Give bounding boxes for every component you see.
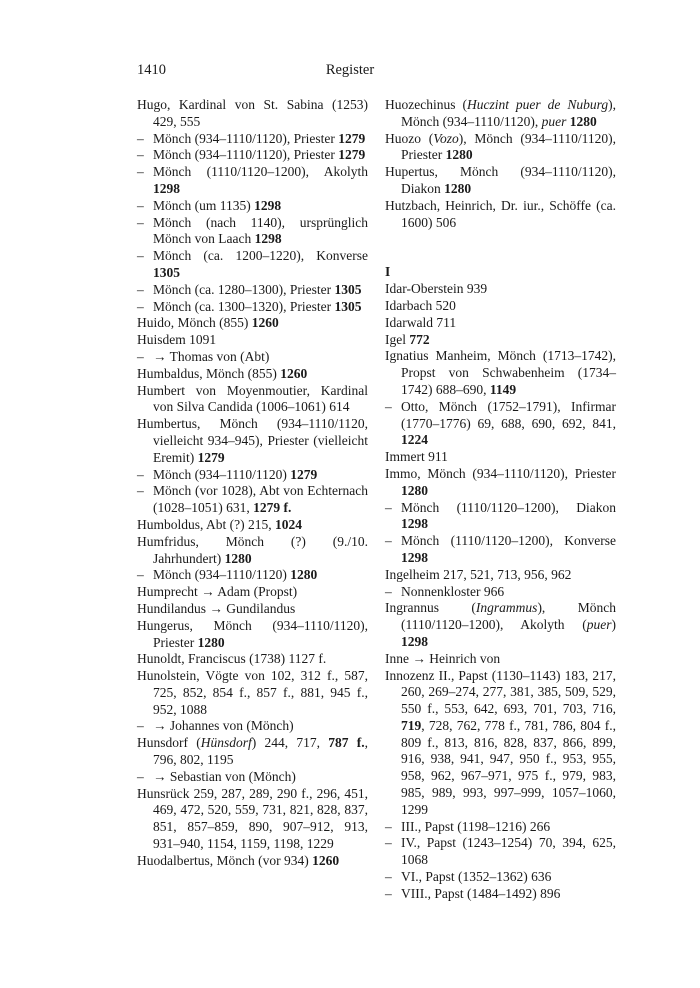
page-ref-bold: 1224 (401, 432, 428, 448)
index-entry (385, 348, 616, 398)
index-subentry (385, 533, 616, 567)
index-entry (137, 735, 368, 769)
index-entry (385, 97, 616, 131)
page-ref-bold: 1279 (290, 466, 318, 482)
entry-text: ) 244, 717, (251, 735, 329, 751)
entry-text: , 796, 802, 1195 (153, 735, 369, 768)
index-subentry (385, 869, 616, 886)
entry-text: Mönch (934–1110/1120), Priester (153, 130, 339, 146)
index-entry (385, 131, 616, 165)
italic-variant: puer (586, 617, 612, 633)
entry-text: IV., Papst (1243–1254) 70, 394, 625, 1068 (401, 835, 616, 868)
entry-text: Idarbach 520 (385, 297, 456, 313)
entry-text: Idarwald 711 (385, 314, 457, 330)
index-entry (385, 298, 616, 315)
index-entry (385, 198, 616, 232)
index-entry (137, 366, 368, 383)
page-ref-bold: 1298 (254, 231, 282, 247)
entry-text: Hutzbach, Heinrich, Dr. iur., Schöffe (ca. 1600) 506 (385, 197, 616, 230)
index-entry (137, 651, 368, 668)
page-ref-bold: 719 (401, 717, 422, 733)
index-entries-h (385, 97, 616, 231)
italic-variant: Hünsdorf (200, 735, 252, 751)
entry-text: Mönch (nach 1140), ursprünglich Mönch von Laach (153, 214, 368, 247)
subentry-dash: – (137, 466, 144, 482)
entry-text: , 728, 762, 778 f., 781, 786, 804 f., 809 f., 813, 816, 828, 837, 866, 899, 916, 938, 941, 947, 950 f., 953, 955, 958, 962, 967–971, 975 f., 979, 983, 985, 989, 993, 997–999, 1057–1060, 1299 (401, 717, 616, 817)
page-ref-bold: 1280 (197, 634, 225, 650)
index-entry (385, 315, 616, 332)
entry-text: VI., Papst (1352–1362) 636 (401, 869, 552, 885)
page-ref-bold: 1149 (489, 381, 517, 397)
index-entry (385, 651, 616, 668)
entry-text: Immo, Mönch (934–1110/1120), Priester (385, 465, 616, 481)
index-entry (137, 97, 368, 131)
index-entry (137, 315, 368, 332)
entry-text: ), Mönch (1110/1120–1200), Akolyth ( (401, 600, 616, 633)
index-subentry (137, 718, 368, 735)
entry-text: → Thomas von (Abt) (153, 348, 270, 364)
entry-text: ) (611, 617, 616, 633)
entry-text: Mönch (1110/1120–1200), Diakon (401, 499, 616, 515)
subentry-dash: – (137, 164, 144, 180)
index-entry (137, 383, 368, 417)
index-subentry (137, 467, 368, 484)
index-entry (137, 618, 368, 652)
section-gap (385, 231, 616, 264)
subentry-dash: – (137, 718, 144, 734)
subentry-dash: – (385, 583, 392, 599)
subentry-dash: – (137, 298, 144, 314)
entry-text: Idar-Oberstein 939 (385, 281, 488, 297)
entry-text: Ingrannus ( (385, 600, 476, 616)
entry-text: Mönch (934–1110/1120) (153, 466, 291, 482)
entry-text: Humbert von Moyenmoutier, Kardinal von Silva Candida (1006–1061) 614 (137, 382, 368, 415)
page-ref-bold: 1298 (401, 633, 428, 649)
index-entry (385, 668, 616, 819)
entry-text: Huozo ( (385, 130, 434, 146)
page-ref-bold: 1280 (224, 550, 252, 566)
index-subentry (137, 131, 368, 148)
entry-text: Hupertus, Mönch (934–1110/1120), Diakon (385, 164, 616, 196)
entry-text: Otto, Mönch (1752–1791), Infirmar (1770–1776) 69, 688, 690, 692, 841, (401, 398, 616, 431)
index-entry (137, 853, 368, 870)
page-ref-bold: 787 f. (328, 735, 365, 751)
subentry-dash: – (385, 818, 392, 834)
subentry-dash: – (385, 398, 392, 414)
index-subentry (137, 147, 368, 164)
subentry-dash: – (137, 214, 144, 230)
index-subentry (137, 349, 368, 366)
entry-text: Mönch (934–1110/1120), Priester (153, 147, 339, 163)
section-letter-heading: I (385, 264, 391, 280)
subentry-dash: – (137, 197, 144, 213)
index-entry (385, 449, 616, 466)
running-head: Register (325, 62, 375, 78)
index-entry (385, 281, 616, 298)
subentry-dash: – (137, 130, 144, 146)
italic-variant: Vozo (433, 130, 459, 146)
page-number: 1410 (137, 62, 166, 78)
page-ref-bold: 1279 (338, 147, 366, 163)
entry-text: Humbaldus, Mönch (855) (137, 365, 281, 381)
index-subentry (137, 164, 368, 198)
entry-text: → Johannes von (Mönch) (153, 718, 294, 734)
entry-text: Ignatius Manheim, Mönch (1713–1742), Propst von Schwabenheim (1734–1742) 688–690, (385, 348, 616, 397)
page-ref-bold: 1024 (275, 516, 302, 532)
index-entry (385, 466, 616, 500)
page-ref-bold: 1280 (401, 482, 428, 498)
index-entries-i (385, 281, 616, 902)
index-entry (137, 416, 368, 466)
index-entry (137, 668, 368, 718)
entry-text: Huodalbertus, Mönch (vor 934) (137, 852, 313, 868)
entry-text: Hungerus, Mönch (934–1110/1120), Priester (137, 617, 368, 650)
subentry-dash: – (385, 835, 392, 851)
entry-text: Humbertus, Mönch (934–1110/1120, vielleicht 934–945), Priester (vielleicht Eremit) (137, 416, 368, 465)
entry-text: Innozenz II., Papst (1130–1143) 183, 217, 260, 269–274, 277, 381, 385, 509, 529, 550 f., 553, 642, 693, 701, 703, 716, (385, 667, 616, 717)
page-ref-bold: 1260 (251, 315, 279, 331)
entry-text: Huido, Mönch (855) (137, 315, 252, 331)
entry-text: Immert 911 (385, 449, 448, 465)
index-entry (137, 534, 368, 568)
page-ref-bold: 1279 (338, 130, 366, 146)
index-subentry (385, 819, 616, 836)
index-subentry (385, 500, 616, 534)
entry-text: Hundilandus → Gundilandus (137, 600, 296, 616)
page-ref-bold: 1260 (280, 365, 308, 381)
index-entry (385, 567, 616, 584)
subentry-dash: – (137, 768, 144, 784)
entry-text: Nonnenkloster 966 (401, 583, 505, 599)
index-subentry (137, 198, 368, 215)
subentry-dash: – (137, 147, 144, 163)
entry-text: Mönch (ca. 1280–1300), Priester (153, 281, 335, 297)
entry-text: Mönch (vor 1028), Abt von Echternach (1028–1051) 631, (153, 483, 368, 516)
index-subentry (385, 835, 616, 869)
entry-text: VIII., Papst (1484–1492) 896 (401, 885, 561, 901)
entry-text: Mönch (1110/1120–1200), Akolyth (153, 164, 368, 180)
entry-text: Humfridus, Mönch (?) (9./10. Jahrhundert) (137, 533, 368, 566)
entry-text: Ingelheim 217, 521, 713, 956, 962 (385, 566, 572, 582)
entry-text: Mönch (1110/1120–1200), Konverse (401, 533, 616, 549)
index-subentry (137, 282, 368, 299)
index-subentry (137, 483, 368, 517)
subentry-dash: – (385, 533, 392, 549)
entry-text: Hugo, Kardinal von St. Sabina (1253) 429, 555 (137, 97, 368, 129)
entry-text: Huozechinus ( (385, 97, 467, 112)
index-column-right (385, 97, 616, 903)
index-subentry (137, 567, 368, 584)
italic-variant: Ingrammus (475, 600, 538, 616)
index-entry (385, 164, 616, 198)
entry-text: ), Mönch (934–1110/1120), (401, 97, 616, 129)
index-entry (385, 600, 616, 650)
subentry-dash: – (137, 348, 144, 364)
index-subentry (385, 584, 616, 601)
entry-text: Igel (385, 331, 410, 347)
page-ref-bold: 1280 (290, 567, 318, 583)
entry-text: Hunoldt, Franciscus (1738) 1127 f. (137, 651, 327, 667)
subentry-dash: – (137, 483, 144, 499)
entry-text: Humprecht → Adam (Propst) (137, 584, 298, 600)
page-ref-bold: 1305 (334, 281, 362, 297)
page-ref-bold: 1298 (254, 197, 282, 213)
entry-text: Mönch (934–1110/1120) (153, 567, 291, 583)
page-ref-bold: 1298 (153, 180, 180, 196)
index-entry (137, 786, 368, 853)
index-subentry (385, 399, 616, 449)
entry-text: Hunsrück 259, 287, 289, 290 f., 296, 451, 469, 472, 520, 559, 731, 821, 828, 837, 851, 857–859, 890, 907–912, 913, 931–940, 1154, 1159, 1198, 1229 (137, 785, 368, 852)
index-subentry (385, 886, 616, 903)
index-entry (137, 601, 368, 618)
page-ref-bold: 1279 f. (253, 500, 292, 516)
index-column-left (137, 97, 368, 870)
subentry-dash: – (137, 281, 144, 297)
page-ref-bold: 1298 (401, 516, 428, 532)
page-ref-bold: 1280 (569, 113, 597, 129)
subentry-dash: – (137, 567, 144, 583)
entry-text: ), Mönch (934–1110/1120), Priester (401, 130, 616, 163)
subentry-dash: – (137, 248, 144, 264)
subentry-dash: – (385, 499, 392, 515)
page-ref-bold: 1279 (197, 449, 225, 465)
italic-variant: puer (541, 113, 567, 129)
page-ref-bold: 1280 (445, 147, 473, 163)
page-ref-bold: 1280 (444, 180, 472, 196)
entry-text: III., Papst (1198–1216) 266 (401, 818, 551, 834)
page-ref-bold: 1305 (334, 298, 362, 314)
entry-text: Mönch (um 1135) (153, 197, 255, 213)
index-subentry (137, 299, 368, 316)
page-ref-bold: 1260 (312, 852, 340, 868)
page-ref-bold: 1305 (153, 264, 180, 280)
entry-text: Hunsdorf ( (137, 735, 201, 751)
page-ref-bold: 1298 (401, 549, 428, 565)
subentry-dash: – (385, 869, 392, 885)
index-subentry (137, 248, 368, 282)
index-entry (137, 517, 368, 534)
italic-variant: Huczint puer de Nuburg (466, 97, 609, 112)
entry-text: Mönch (ca. 1300–1320), Priester (153, 298, 335, 314)
index-entry (385, 332, 616, 349)
subentry-dash: – (385, 885, 392, 901)
index-subentry (137, 769, 368, 786)
entry-text: Humboldus, Abt (?) 215, (137, 516, 275, 532)
page-ref-bold: 772 (409, 331, 430, 347)
index-subentry (137, 215, 368, 249)
index-entry (137, 584, 368, 601)
entry-text: Inne → Heinrich von (385, 650, 501, 666)
entry-text: Huisdem 1091 (137, 332, 217, 348)
entry-text: Mönch (ca. 1200–1220), Konverse (153, 248, 368, 264)
index-entry (137, 332, 368, 349)
entry-text: → Sebastian von (Mönch) (153, 768, 296, 784)
entry-text: Hunolstein, Vögte von 102, 312 f., 587, 725, 852, 854 f., 857 f., 881, 945 f., 952, 1088 (137, 668, 368, 717)
